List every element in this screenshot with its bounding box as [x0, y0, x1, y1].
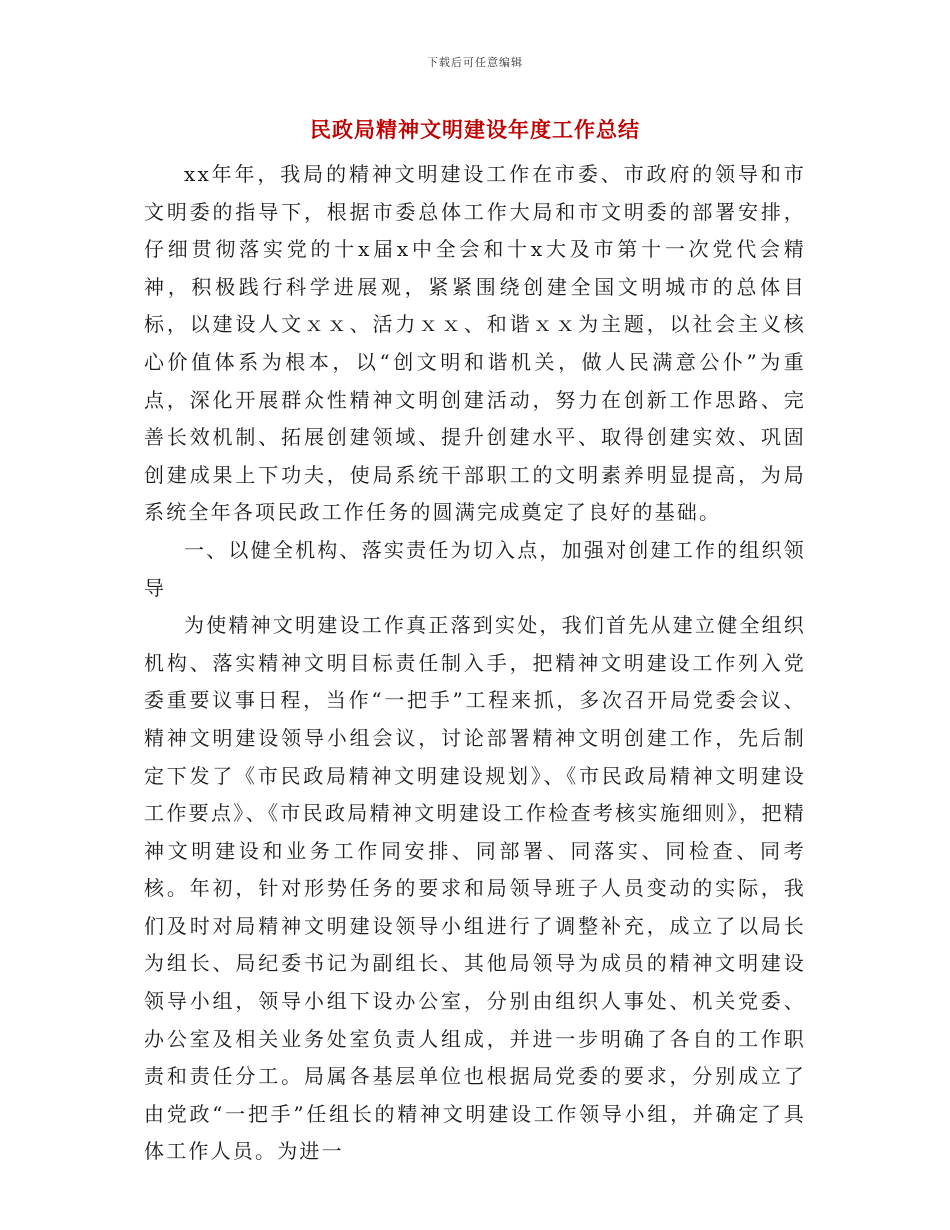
- header-note: 下载后可任意编辑: [427, 56, 523, 69]
- paragraph-intro: xx年年，我局的精神文明建设工作在市委、市政府的领导和市文明委的指导下，根据市委总体工作大局和市文明委的部署安排，仔细贯彻落实党的十x届x中全会和十x大及市第十一次党代会精神，积极践行科学进展观，紧紧围绕创建全国文明城市的总体目标，以建设人文ｘｘ、活力ｘｘ、和谐ｘｘ为主题，以社会主义核心价值体系为根本，以“创文明和谐机关，做人民满意公仆”为重点，深化开展群众性精神文明创建活动，努力在创新工作思路、完善长效机制、拓展创建领域、提升创建水平、取得创建实效、巩固创建成果上下功夫，使局系统干部职工的文明素养明显提高，为局系统全年各项民政工作任务的圆满完成奠定了良好的基础。: [144, 162, 806, 525]
- document-body: [144, 156, 806, 1171]
- paragraph-section-1: 为使精神文明建设工作真正落到实处，我们首先从建立健全组织机构、落实精神文明目标责任制入手，把精神文明建设工作列入党委重要议事日程，当作“一把手”工程来抓，多次召开局党委会议、精神文明建设领导小组会议，讨论部署精神文明创建工作，先后制定下发了《市民政局精神文明建设规划》、《市民政局精神文明建设工作要点》、《市民政局精神文明建设工作检查考核实施细则》，把精神文明建设和业务工作同安排、同部署、同落实、同检查、同考核。年初，针对形势任务的要求和局领导班子人员变动的实际，我们及时对局精神文明建设领导小组进行了调整补充，成立了以局长为组长、局纪委书记为副组长、其他局领导为成员的精神文明建设领导小组，领导小组下设办公室，分别由组织人事处、机关党委、办公室及相关业务处室负责人组成，并进一步明确了各自的工作职责和责任分工。局属各基层单位也根据局党委的要求，分别成立了由党政“一把手”任组长的精神文明建设工作领导小组，并确定了具体工作人员。为进一: [144, 613, 806, 1164]
- section-heading-1: 一、以健全机构、落实责任为切入点，加强对创建工作的组织领导: [144, 537, 806, 600]
- document-title: 民政局精神文明建设年度工作总结: [310, 117, 640, 142]
